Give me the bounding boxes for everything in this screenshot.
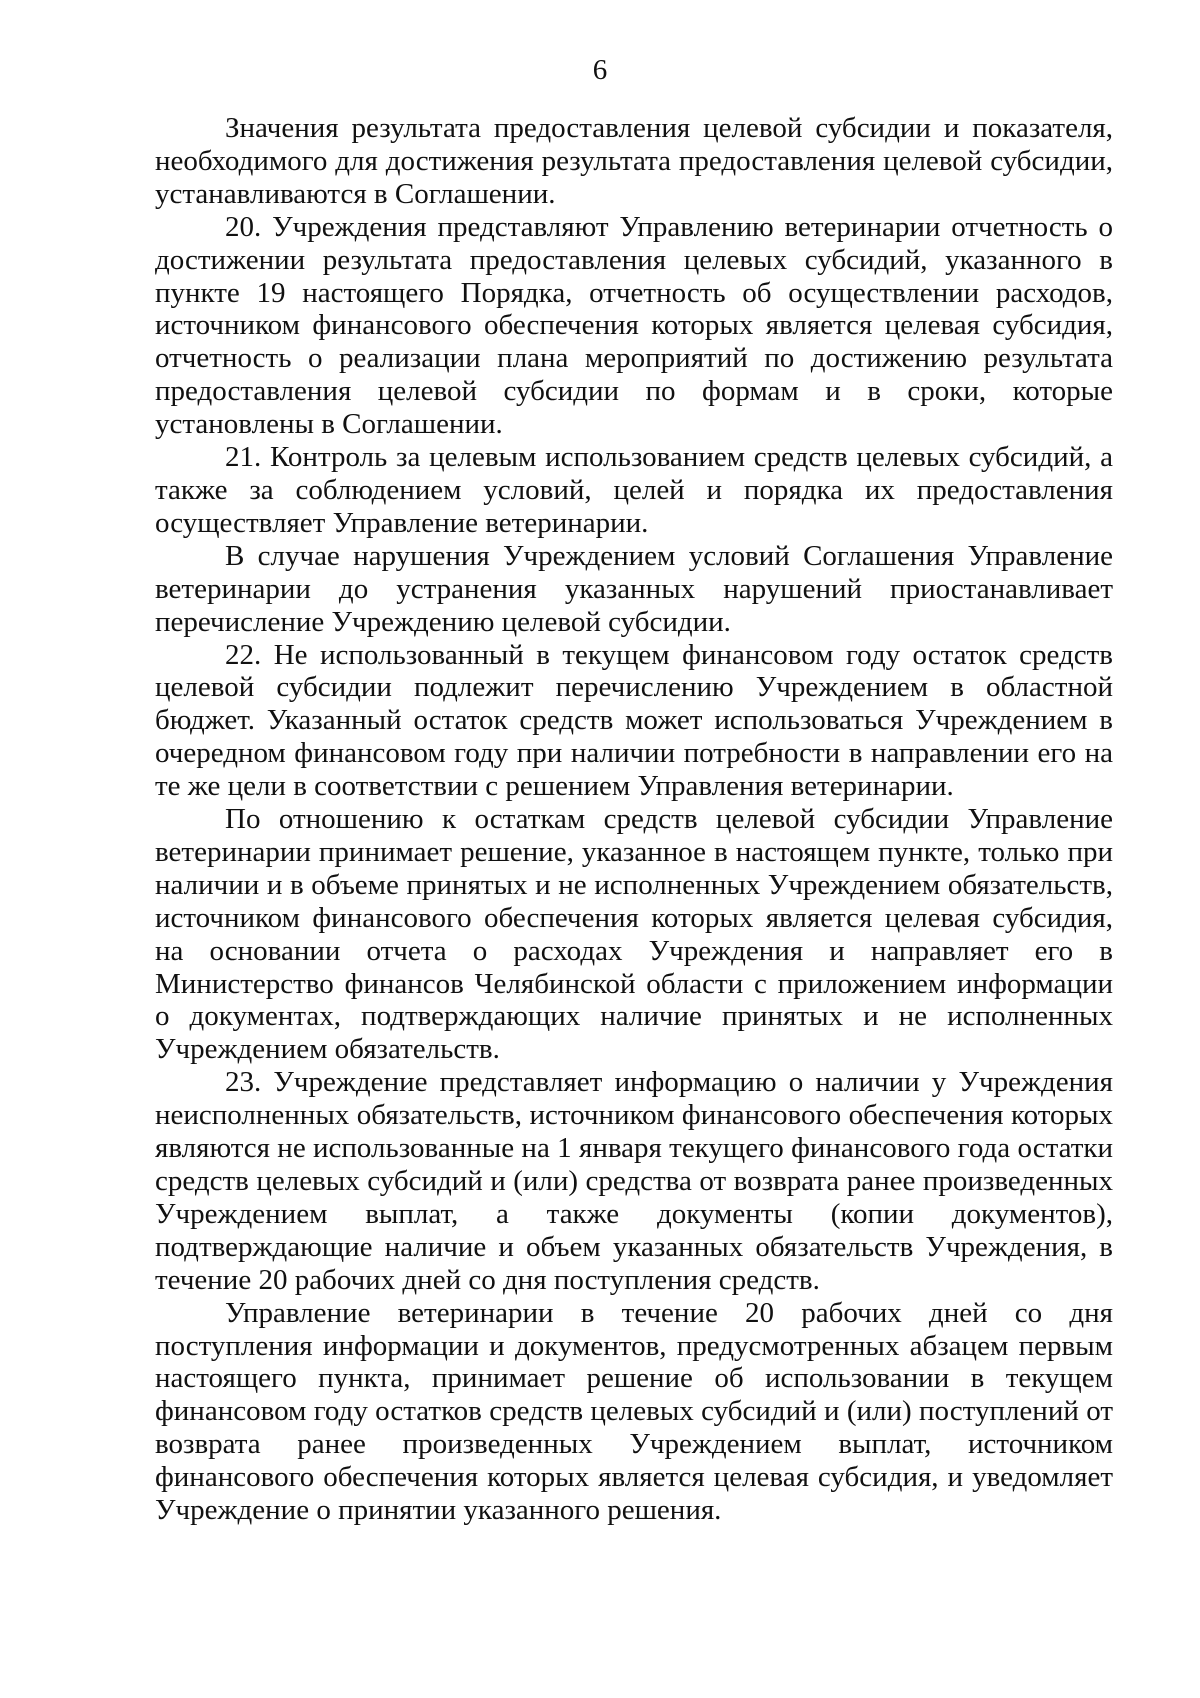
document-body: [155, 112, 1113, 1527]
paragraph-item-23: 23. Учреждение представляет информацию о наличии у Учреждения неисполненных обязательств, источником финансового обеспечения которых являются не использованные на 1 января текущего финансового года остатки средств целевых субсидий и (или) средства от возврата ранее произведенных Учреждением выплат, а также документы (копии документов), подтверждающие наличие и объем указанных обязательств Учреждения, в течение 20 рабочих дней со дня поступления средств.: [155, 1066, 1113, 1296]
paragraph-results-values: Значения результата предоставления целевой субсидии и показателя, необходимого для достижения результата предоставления целевой субсидии, устанавливаются в Соглашении.: [155, 112, 1113, 210]
paragraph-violation-case: В случае нарушения Учреждением условий Соглашения Управление ветеринарии до устранения указанных нарушений приостанавливает перечисление Учреждению целевой субсидии.: [155, 539, 1113, 638]
paragraph-remaining-funds: По отношению к остаткам средств целевой субсидии Управление ветеринарии принимает решение, указанное в настоящем пункте, только при наличии и в объеме принятых и не исполненных Учреждением обязательств, источником финансового обеспечения которых является целевая субсидия, на основании отчета о расходах Учреждения и направляет его в Министерство финансов Челябинской области с приложением информации о документах, подтверждающих наличие принятых и не исполненных Учреждением обязательств.: [155, 803, 1113, 1066]
paragraph-item-21: 21. Контроль за целевым использованием средств целевых субсидий, а также за соблюдением условий, целей и порядка их предоставления осуществляет Управление ветеринарии.: [155, 441, 1113, 539]
paragraph-item-22: 22. Не использованный в текущем финансовом году остаток средств целевой субсидии подлежит перечислению Учреждением в областной бюджет. Указанный остаток средств может использоваться Учреждением в очередном финансовом году при наличии потребности в направлении его на те же цели в соответствии с решением Управления ветеринарии.: [155, 638, 1113, 803]
paragraph-decision: Управление ветеринарии в течение 20 рабочих дней со дня поступления информации и документов, предусмотренных абзацем первым настоящего пункта, принимает решение об использовании в текущем финансовом году остатков средств целевых субсидий и (или) поступлений от возврата ранее произведенных Учреждением выплат, источником финансового обеспечения которых является целевая субсидия, и уведомляет Учреждение о принятии указанного решения.: [155, 1296, 1113, 1527]
page-number: 6: [592, 54, 608, 86]
paragraph-item-20: 20. Учреждения представляют Управлению ветеринарии отчетность о достижении результата предоставления целевых субсидий, указанного в пункте 19 настоящего Порядка, отчетность об осуществлении расходов, источником финансового обеспечения которых является целевая субсидия, отчетность о реализации плана мероприятий по достижению результата предоставления целевой субсидии по формам и в сроки, которые установлены в Соглашении.: [155, 210, 1113, 441]
